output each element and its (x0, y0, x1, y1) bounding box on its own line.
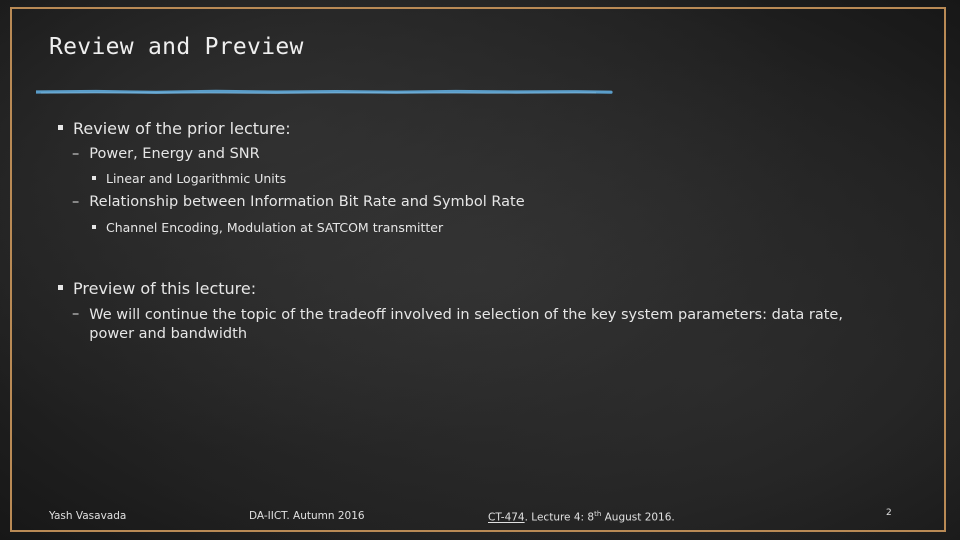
bullet-review (58, 119, 291, 138)
footer-lecture (488, 510, 675, 524)
footer-page-number: 2 (886, 508, 892, 518)
subsubbullet-encoding-text: Channel Encoding, Modulation at SATCOM transmitter (106, 220, 444, 235)
small-square-bullet-icon (92, 171, 96, 186)
subbullet-continue-text: We will continue the topic of the tradeoff involved in selection of the key system parameters: data rate, power and bandwidth (89, 307, 843, 342)
subbullet-power (72, 146, 260, 162)
bullet-preview (58, 279, 256, 298)
subbullet-bitrate-text: Relationship between Information Bit Rate and Symbol Rate (89, 194, 525, 210)
subbullet-bitrate (72, 194, 525, 210)
subbullet-continue (72, 306, 859, 344)
slide-title: Review and Preview (49, 34, 304, 60)
footer-lecture-prefix: . Lecture 4: 8 (524, 511, 595, 524)
dash-bullet-icon: – (72, 146, 80, 162)
footer-lecture-sup: th (594, 510, 602, 518)
footer-institution: DA-IICT. Autumn 2016 (249, 510, 365, 522)
square-bullet-icon (58, 279, 63, 298)
bullet-review-text: Review of the prior lecture: (73, 119, 291, 138)
small-square-bullet-icon (92, 220, 96, 235)
subsubbullet-units (92, 171, 286, 186)
square-bullet-icon (58, 119, 63, 138)
subsubbullet-encoding (92, 220, 443, 235)
footer-lecture-suffix: August 2016. (601, 511, 675, 524)
footer-course-link[interactable]: CT-474 (488, 511, 525, 524)
bullet-preview-text: Preview of this lecture: (73, 279, 257, 298)
subsubbullet-units-text: Linear and Logarithmic Units (106, 171, 287, 186)
dash-bullet-icon: – (72, 306, 80, 322)
dash-bullet-icon: – (72, 194, 80, 210)
footer-author: Yash Vasavada (49, 510, 127, 522)
subbullet-power-text: Power, Energy and SNR (89, 146, 260, 162)
